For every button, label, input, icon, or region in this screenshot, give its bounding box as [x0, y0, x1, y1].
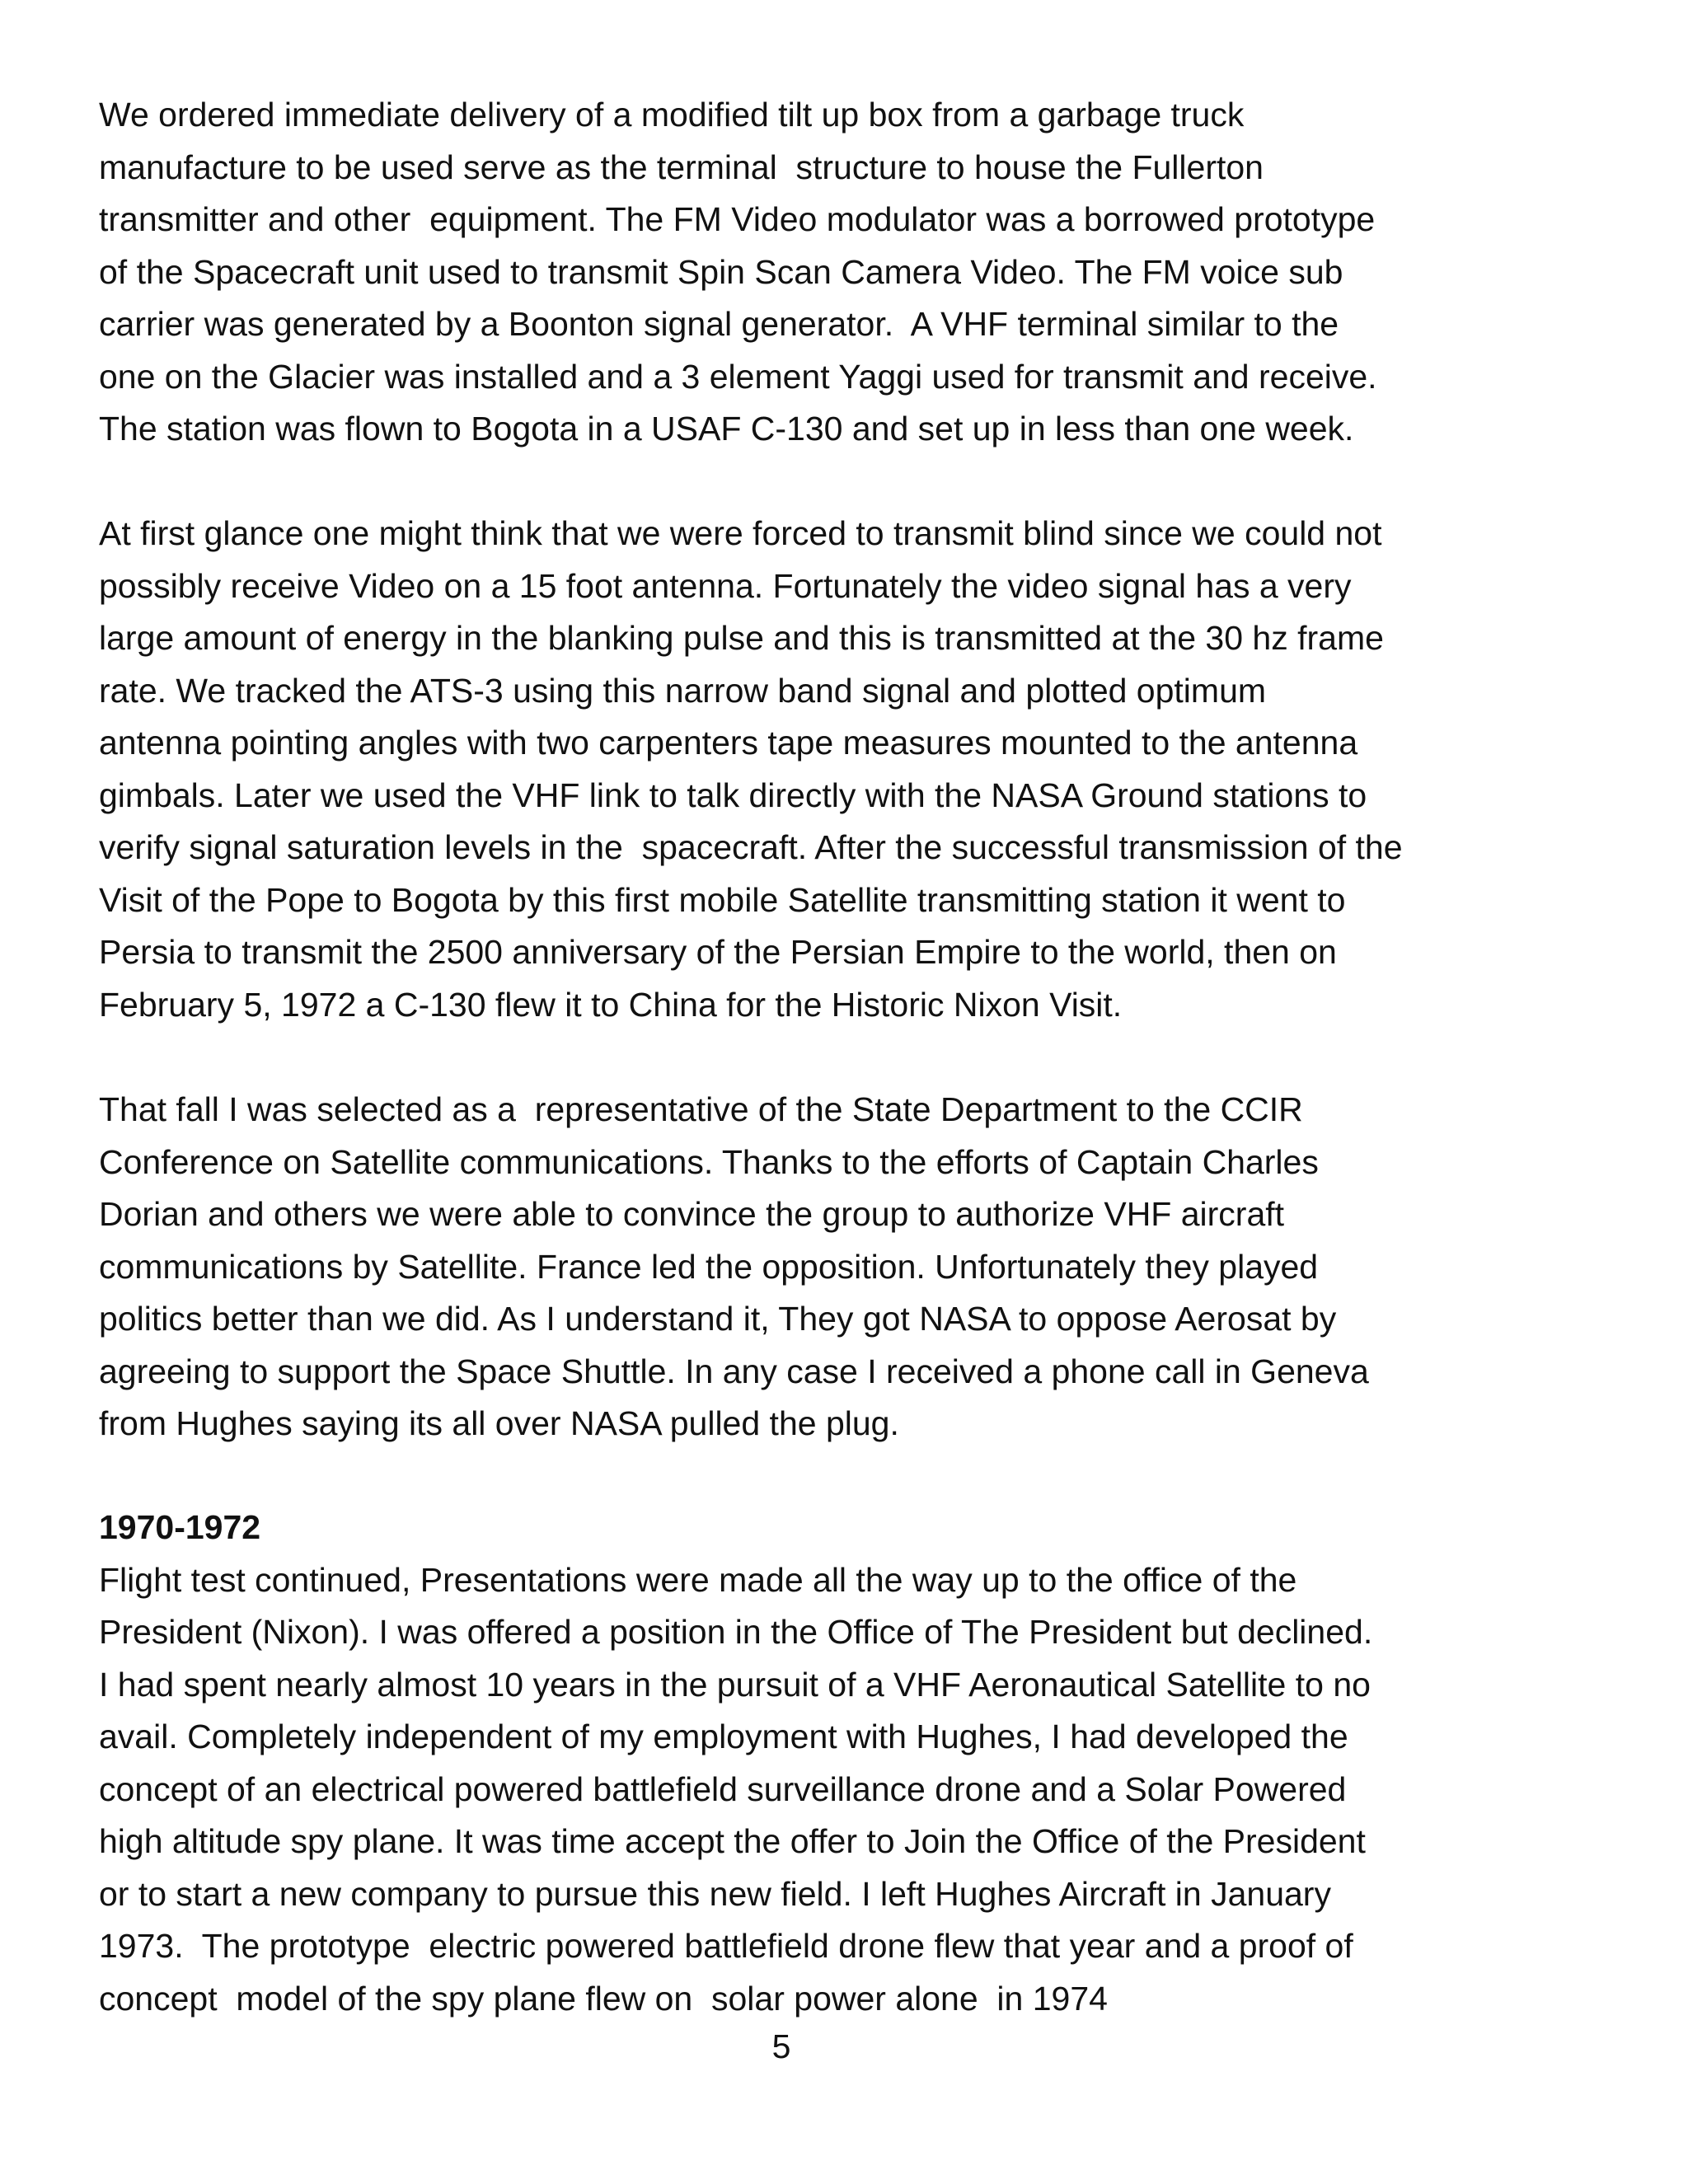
- text-line: Flight test continued, Presentations were made all the way up to the office of the: [99, 1560, 1297, 1599]
- text-line: communications by Satellite. France led the opposition. Unfortunately they played: [99, 1247, 1319, 1286]
- page-number: 5: [771, 2027, 791, 2065]
- text-line: verify signal saturation levels in the spacecraft. After the successful transmission of the: [99, 828, 1403, 866]
- paragraph-ccir-conference: [99, 1084, 1632, 1451]
- text-line: manufacture to be used serve as the terminal structure to house the Fullerton: [99, 148, 1264, 186]
- text-line: or to start a new company to pursue this new field. I left Hughes Aircraft in January: [99, 1874, 1331, 1913]
- text-line: concept of an electrical powered battlefield surveillance drone and a Solar Powered: [99, 1769, 1347, 1808]
- text-line: high altitude spy plane. It was time accept the offer to Join the Office of the President: [99, 1822, 1366, 1860]
- text-line: carrier was generated by a Boonton signal generator. A VHF terminal similar to the: [99, 305, 1339, 343]
- paragraph-video-tracking: [99, 508, 1632, 1031]
- text-line: rate. We tracked the ATS-3 using this narrow band signal and plotted optimum: [99, 671, 1267, 710]
- text-line: We ordered immediate delivery of a modified tilt up box from a garbage truck: [99, 96, 1245, 134]
- text-line: politics better than we did. As I understand it, They got NASA to oppose Aerosat by: [99, 1300, 1337, 1338]
- text-line: antenna pointing angles with two carpenters tape measures mounted to the antenna: [99, 724, 1358, 762]
- text-line: That fall I was selected as a representative of the State Department to the CCIR: [99, 1090, 1303, 1128]
- section-heading: 1970-1972: [99, 1508, 261, 1546]
- text-line: from Hughes saying its all over NASA pulled the plug.: [99, 1404, 899, 1442]
- text-line: February 5, 1972 a C-130 flew it to China for the Historic Nixon Visit.: [99, 985, 1123, 1024]
- text-line: I had spent nearly almost 10 years in the pursuit of a VHF Aeronautical Satellite to no: [99, 1665, 1371, 1704]
- text-line: 1973. The prototype electric powered battlefield drone flew that year and a proof of: [99, 1927, 1353, 1965]
- text-line: At first glance one might think that we were forced to transmit blind since we could not: [99, 514, 1382, 552]
- paragraph-terminal-delivery: [99, 89, 1632, 456]
- text-line: possibly receive Video on a 15 foot antenna. Fortunately the video signal has a very: [99, 566, 1352, 605]
- text-line: President (Nixon). I was offered a position in the Office of The President but declined.: [99, 1613, 1373, 1651]
- text-line: Persia to transmit the 2500 anniversary of the Persian Empire to the world, then on: [99, 933, 1337, 971]
- text-line: Conference on Satellite communications. Thanks to the efforts of Captain Charles: [99, 1142, 1319, 1181]
- text-line: Visit of the Pope to Bogota by this first mobile Satellite transmitting station it went to: [99, 880, 1346, 919]
- text-line: one on the Glacier was installed and a 3 element Yaggi used for transmit and receive.: [99, 357, 1377, 396]
- text-line: avail. Completely independent of my employment with Hughes, I had developed the: [99, 1718, 1348, 1755]
- text-line: The station was flown to Bogota in a USAF C-130 and set up in less than one week.: [99, 410, 1354, 448]
- text-line: gimbals. Later we used the VHF link to talk directly with the NASA Ground stations to: [99, 776, 1367, 814]
- text-line: large amount of energy in the blanking pulse and this is transmitted at the 30 hz frame: [99, 619, 1384, 657]
- text-line: Dorian and others we were able to convince the group to authorize VHF aircraft: [99, 1195, 1285, 1233]
- text-line: concept model of the spy plane flew on solar power alone in 1974: [99, 1979, 1108, 2018]
- section-1970-1972: [99, 1502, 1632, 2025]
- text-line: of the Spacecraft unit used to transmit Spin Scan Camera Video. The FM voice sub: [99, 252, 1343, 291]
- text-line: agreeing to support the Space Shuttle. In any case I received a phone call in Geneva: [99, 1352, 1369, 1390]
- text-line: transmitter and other equipment. The FM Video modulator was a borrowed prototype: [99, 200, 1376, 238]
